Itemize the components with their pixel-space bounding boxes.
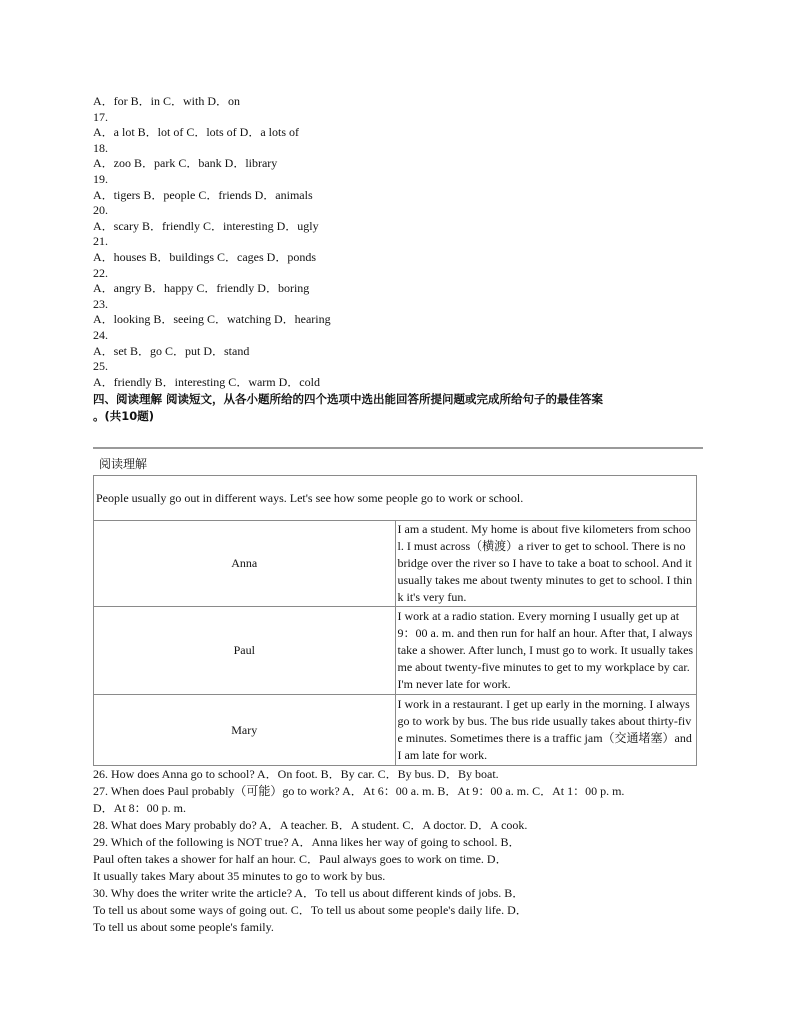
- option-line: A．houses B．buildings C．cages D．ponds: [93, 249, 316, 264]
- option-line: A．set B．go C．put D．stand: [93, 343, 250, 358]
- option-line: A．a lot B．lot of C．lots of D．a lots of: [93, 125, 299, 140]
- reading-box-title: 阅读理解: [93, 447, 703, 475]
- person-name: Paul: [94, 607, 396, 695]
- question-number: 20.: [93, 203, 108, 218]
- question-number: 17.: [93, 109, 108, 124]
- cloze-options: [93, 94, 703, 390]
- person-text: I am a student. My home is about five kilometers from school. I must across（横渡）a river to get to school. There is no bridge over the river so I have to take a boat to school. And it usually takes me about twenty minutes to get to school. I think it's very fun.: [395, 521, 697, 607]
- person-name: Anna: [94, 521, 396, 607]
- question-line: 28. What does Mary probably do? A．A teacher. B．A student. C．A doctor. D．A cook.: [93, 818, 528, 833]
- document-page: [93, 94, 703, 936]
- question-line: To tell us about some people's family.: [93, 920, 274, 935]
- option-line: A．scary B．friendly C．interesting D．ugly: [93, 218, 319, 233]
- option-line: A．angry B．happy C．friendly D．boring: [93, 281, 310, 296]
- option-line: A．friendly B．interesting C．warm D．cold: [93, 374, 320, 389]
- option-line: A．for B．in C．with D．on: [93, 94, 241, 108]
- question-line: 27. When does Paul probably（可能）go to work? A．At 6：00 a. m. B．At 9：00 a. m. C．At 1：00 p. m.: [93, 784, 625, 799]
- question-line: 30. Why does the writer write the article? A．To tell us about different kinds of jobs. B．: [93, 886, 525, 901]
- question-line: Paul often takes a shower for half an hour. C．Paul always goes to work on time. D．: [93, 852, 508, 867]
- question-line: It usually takes Mary about 35 minutes to go to work by bus.: [93, 869, 386, 884]
- question-number: 24.: [93, 327, 108, 342]
- question-number: 22.: [93, 265, 108, 280]
- reading-comprehension-box: [93, 447, 703, 766]
- question-line: 29. Which of the following is NOT true? A．Anna likes her way of going to school. B．: [93, 835, 521, 850]
- person-text: I work at a radio station. Every morning I usually get up at 9：00 a. m. and then run for half an hour. After that, I always take a shower. After lunch, I must go to work. It usually takes me about twenty-five minutes to get to my workplace by car. I'm never late for work.: [395, 607, 697, 695]
- question-number: 25.: [93, 359, 108, 374]
- section-heading-line2: 。(共10题): [93, 409, 155, 424]
- section-heading: [93, 391, 703, 425]
- table-row: [94, 521, 697, 607]
- table-row: [94, 607, 697, 695]
- option-line: A．looking B．seeing C．watching D．hearing: [93, 312, 331, 327]
- person-text: I work in a restaurant. I get up early in the morning. I always go to work by bus. The bus ride usually takes about thirty-five minutes. Sometimes there is a traffic jam（交通堵塞）and I am late for work.: [395, 695, 697, 766]
- option-line: A．zoo B．park C．bank D．library: [93, 156, 278, 171]
- option-line: A．tigers B．people C．friends D．animals: [93, 187, 313, 202]
- question-number: 18.: [93, 140, 108, 155]
- section-heading-line1: 四、阅读理解 阅读短文，从各小题所给的四个选项中选出能回答所提问题或完成所给句子的最佳答案: [93, 392, 603, 407]
- reading-table: [93, 475, 697, 766]
- question-line: D．At 8：00 p. m.: [93, 801, 187, 816]
- reading-questions: [93, 766, 703, 936]
- question-line: To tell us about some ways of going out. C．To tell us about some people's daily life. D．: [93, 903, 528, 918]
- question-number: 23.: [93, 296, 108, 311]
- question-line: 26. How does Anna go to school? A．On foot. B．By car. C．By bus. D．By boat.: [93, 767, 499, 782]
- question-number: 19.: [93, 171, 108, 186]
- table-row: [94, 695, 697, 766]
- reading-intro: People usually go out in different ways. Let's see how some people go to work or school.: [94, 476, 697, 521]
- question-number: 21.: [93, 234, 108, 249]
- table-row: [94, 476, 697, 521]
- person-name: Mary: [94, 695, 396, 766]
